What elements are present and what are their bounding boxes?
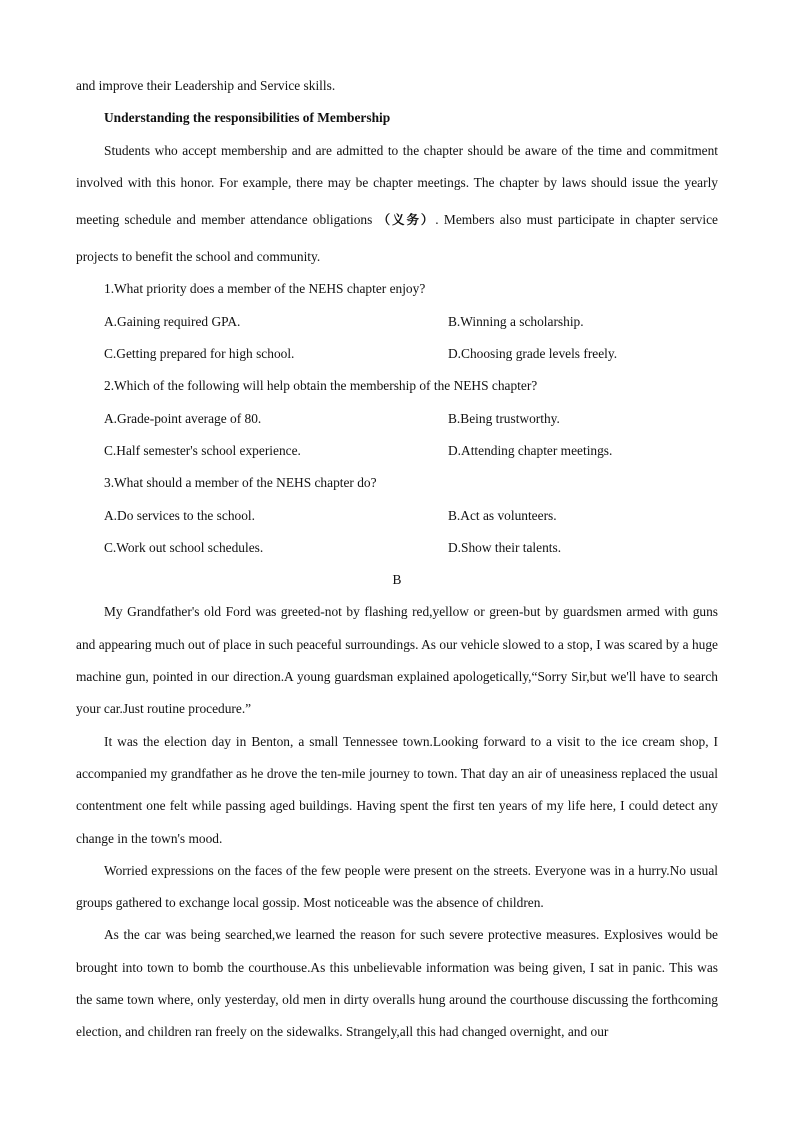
option-a: A.Grade-point average of 80. — [104, 410, 262, 426]
question-3 — [76, 467, 718, 564]
section-heading: Understanding the responsibilities of Membership — [104, 110, 391, 126]
option-b: B.Winning a scholarship. — [448, 313, 584, 329]
question-stem: 3.What should a member of the NEHS chapter do? — [104, 475, 377, 491]
section-label: B — [392, 572, 402, 588]
question-1 — [76, 273, 718, 370]
option-c: C.Getting prepared for high school. — [104, 346, 295, 362]
options-row — [76, 435, 718, 467]
option-d: D.Show their talents. — [448, 539, 562, 555]
intro-tail: and improve their Leadership and Service skills. — [76, 78, 336, 93]
question-stem: 2.Which of the following will help obtain the membership of the NEHS chapter? — [104, 378, 538, 394]
option-b: B.Being trustworthy. — [448, 410, 560, 426]
question-stem: 1.What priority does a member of the NEHS chapter enjoy? — [104, 281, 426, 297]
option-b: B.Act as volunteers. — [448, 507, 557, 523]
option-d: D.Choosing grade levels freely. — [448, 346, 618, 362]
question-2 — [76, 370, 718, 467]
membership-paragraph-text: Students who accept membership and are admitted to the chapter should be aware of the time and commitment involved with this honor. For example, there may be chapter meetings. The chapter by laws should issue the yearly meeting schedule and member attendance obligations — [76, 142, 718, 228]
option-d: D.Attending chapter meetings. — [448, 442, 613, 458]
option-a: A.Gaining required GPA. — [104, 313, 241, 329]
membership-paragraph — [76, 135, 718, 274]
option-c: C.Half semester's school experience. — [104, 442, 301, 458]
options-row — [76, 532, 718, 564]
document-page — [76, 70, 718, 1049]
options-row — [76, 338, 718, 370]
options-row — [76, 500, 718, 532]
membership-paragraph-cont: . Members also must participate in chapter service projects to benefit the school and community. — [76, 212, 718, 265]
obligation-note: （义务） — [377, 212, 436, 228]
passage-paragraph-1: My Grandfather's old Ford was greeted-not by flashing red,yellow or green-but by guardsmen armed with guns and appearing much out of place in such peaceful surroundings. As our vehicle slowed to a stop, I was scared by a huge machine gun, pointed in our direction.A young guardsman explained apologetically,“Sorry Sir,but we'll have to search your car.Just routine procedure.” — [76, 604, 718, 717]
option-c: C.Work out school schedules. — [104, 539, 264, 555]
option-a: A.Do services to the school. — [104, 507, 255, 523]
options-row — [76, 403, 718, 435]
passage-paragraph-2: It was the election day in Benton, a small Tennessee town.Looking forward to a visit to the ice cream shop, I accompanied my grandfather as he drove the ten-mile journey to town. That day an air of uneasiness replaced the usual contentment one felt while passing aged buildings. Having spent the first ten years of my life here, I could detect any change in the town's mood. — [76, 733, 718, 846]
passage-paragraph-4: As the car was being searched,we learned the reason for such severe protective measures. Explosives would be brought into town to bomb the courthouse.As this unbelievable information was being given, I sat in panic. This was the same town where, only yesterday, old men in dirty overalls hung around the courthouse discussing the forthcoming election, and children ran freely on the sidewalks. Strangely,all this had changed overnight, and our — [76, 927, 718, 1040]
passage-paragraph-3: Worried expressions on the faces of the few people were present on the streets. Everyone was in a hurry.No usual groups gathered to exchange local gossip. Most noticeable was the absence of children. — [76, 862, 718, 911]
options-row — [76, 306, 718, 338]
